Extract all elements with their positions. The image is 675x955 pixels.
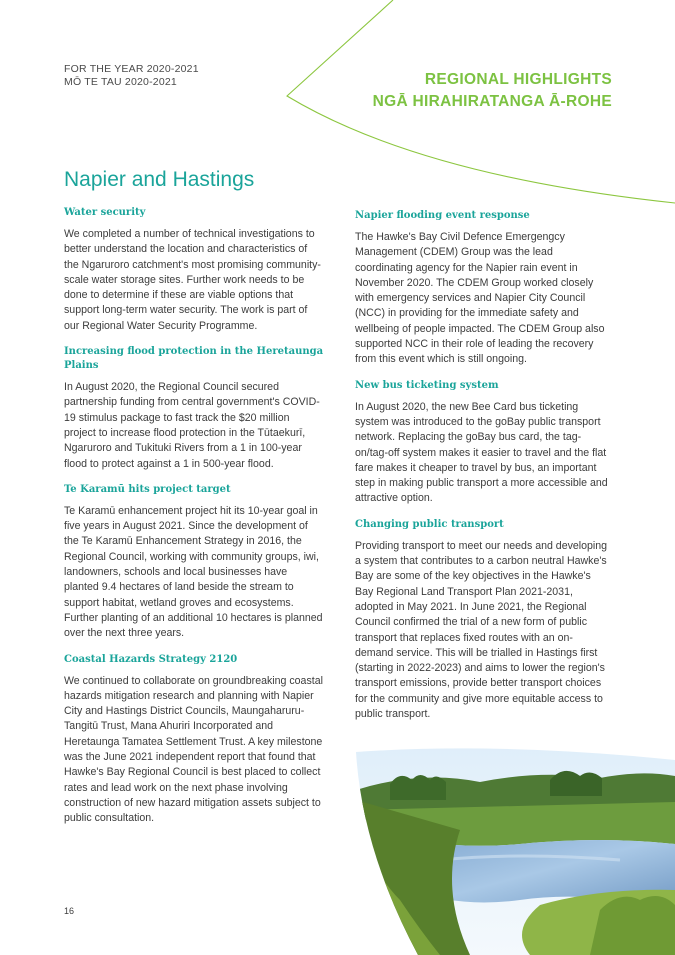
highlights-english: REGIONAL HIGHLIGHTS	[424, 71, 612, 88]
section-body: In August 2020, the Regional Council secured partnership funding from central government's COVID-19 stimulus package to fast track the $20 million project to increase flood protection in the Tūtaekurī, Ngaruroro and Tukituki Rivers from a 1 in 100-year flood to protect against a 1 in 500-year flood.	[64, 381, 320, 470]
section-te-karamu	[64, 483, 324, 642]
section-flood-protection	[64, 345, 324, 472]
section-bus-ticketing	[355, 379, 611, 507]
section-public-transport	[355, 518, 611, 723]
section-body: The Hawke's Bay Civil Defence Emergengcy Management (CDEM) Group was the lead coordinating agency for the Napier rain event in November 2020. The CDEM Group worked closely with emergency services and Napier City Council (NCC) in providing for the immediate safety and wellbeing of people impacted. The CDEM Group also supported NCC in their role of leading the recovery from this event which is still ongoing.	[355, 231, 605, 366]
section-heading: Napier flooding event response	[355, 210, 530, 221]
left-column	[64, 206, 324, 838]
section-body: Providing transport to meet our needs and developing a system that contributes to a carbon neutral Hawke's Bay are some of the key objectives in the Hawke's Bay Regional Land Transport Plan 2021-2031, adopted in May 2021. In June 2021, the Regional Council confirmed the trial of a new form of public transport that replaces fixed routes with an on-demand service. This will be trialled in Hastings first (starting in 2022-2023) and aims to lower the region's transport emissions, provide better transport choices for the community and give more equitable access to public transport.	[355, 539, 608, 721]
section-napier-flooding	[355, 209, 611, 368]
reporting-year	[64, 63, 199, 89]
section-banner	[373, 69, 612, 113]
section-body: In August 2020, the new Bee Card bus ticketing system was introduced to the goBay public transport network. Replacing the goBay bus card, the tag-on/tag-off system makes it easier to travel and the flat fare makes it cheaper to travel by bus, an important step in making public transport a more accessible and attractive option.	[355, 400, 608, 505]
highlights-maori: NGĀ HIRAHIRATANGA Ā-ROHE	[372, 93, 612, 110]
section-heading: New bus ticketing system	[355, 379, 499, 391]
section-coastal-hazards	[64, 653, 324, 827]
section-heading: Increasing flood protection in the Heretaunga Plains	[64, 346, 324, 372]
section-water-security	[64, 206, 324, 334]
page-title: Napier and Hastings	[64, 168, 255, 191]
year-maori: MŌ TE TAU 2020-2021	[64, 76, 177, 88]
section-heading: Changing public transport	[355, 518, 504, 530]
section-body: Te Karamū enhancement project hit its 10-year goal in five years in August 2021. Since the development of the Te Karamū Enhancement Strategy in 2016, the Regional Council, working with community groups, iwi, landowners, schools and local businesses have planted 9.4 hectares of land beside the stream to support habitat, wetland groves and ecosystems. Further planting of an additional 10 hectares is planned over the next three years.	[64, 504, 323, 640]
year-english: FOR THE YEAR 2020-2021	[64, 63, 199, 75]
river-photo	[300, 740, 675, 955]
right-column	[355, 209, 611, 733]
section-body: We completed a number of technical investigations to better understand the location and characteristics of the Ngaruroro catchment's most promising community-scale water storage sites. Further work needs to be done to determine if these are viable options that support long-term water security. The work is part of our Regional Water Security Programme.	[64, 228, 321, 332]
section-heading: Coastal Hazards Strategy 2120	[64, 653, 238, 665]
section-heading: Water security	[64, 207, 146, 218]
page-number: 16	[64, 906, 75, 916]
section-heading: Te Karamū hits project target	[64, 483, 231, 495]
section-body: We continued to collaborate on groundbreaking coastal hazards mitigation research and planning with Napier City and Hastings District Councils, Maungaharuru-Tangitū Trust, Mana Ahuriri Incorporated and Heretaunga Tamatea Settlement Trust. A key milestone was the June 2021 independent report that found that Hawke's Bay Regional Council is best placed to collect rates and lead work on the next phase involving construction of new hazard mitigation assets subject to public consultation.	[64, 674, 323, 825]
